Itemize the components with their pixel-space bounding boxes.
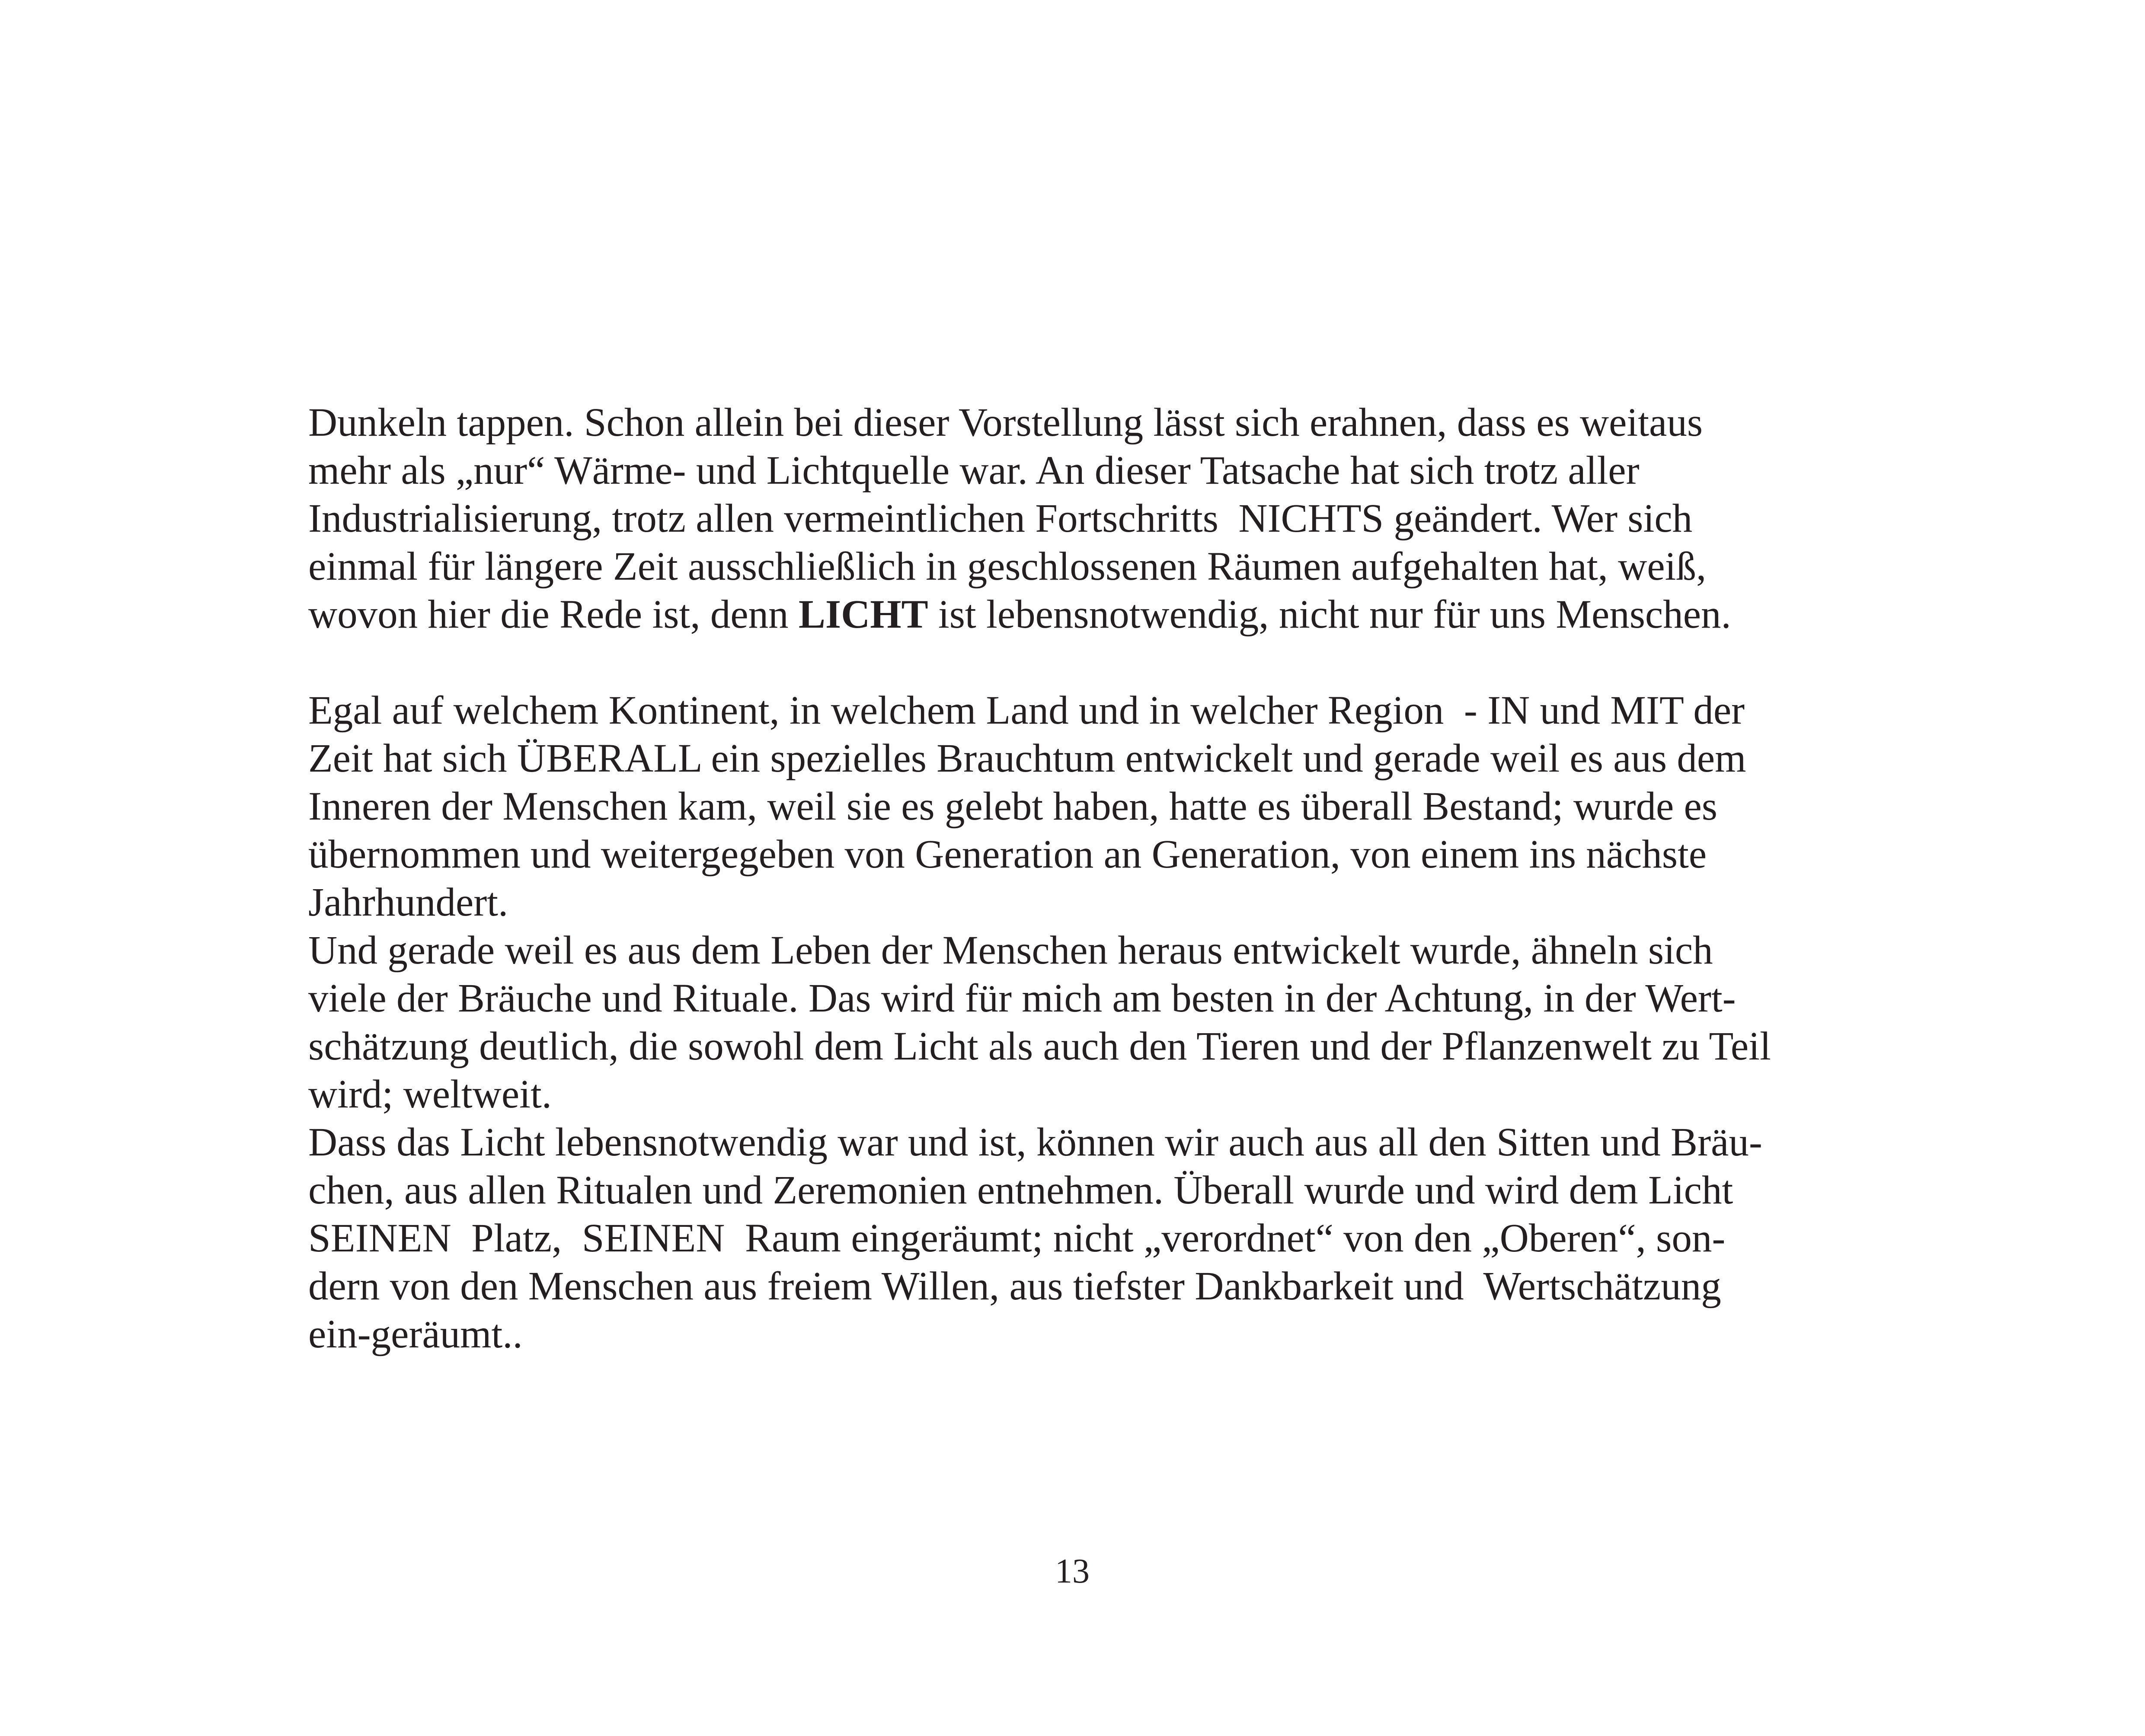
paragraph-2 xyxy=(308,686,1951,926)
text-line: Und gerade weil es aus dem Leben der Menschen heraus entwickelt wurde, ähneln sich xyxy=(308,928,1713,973)
text-line: dern von den Menschen aus freiem Willen, aus tiefster Dankbarkeit und Wertschätzung xyxy=(308,1264,1721,1308)
text-line: Dunkeln tappen. Schon allein bei dieser Vorstellung lässt sich erahnen, dass es weitaus xyxy=(308,400,1703,445)
text-line: Jahrhundert. xyxy=(308,880,508,925)
text-line: ein-geräumt.. xyxy=(308,1312,523,1356)
page-number: 13 xyxy=(1055,1552,1090,1590)
emphasized-word: LICHT xyxy=(798,592,928,637)
paragraph-spacer xyxy=(308,638,1951,686)
text-line: einmal für längere Zeit ausschließlich in geschlossenen Räumen aufgehalten hat, weiß, xyxy=(308,544,1707,589)
text-line: Dass das Licht lebensnotwendig war und ist, können wir auch aus all den Sitten und Bräu- xyxy=(308,1120,1762,1165)
text-run: ist lebensnotwendig, nicht nur für uns Menschen. xyxy=(928,592,1731,637)
body-text xyxy=(308,399,1951,1358)
text-line: viele der Bräuche und Rituale. Das wird für mich am besten in der Achtung, in der Wert- xyxy=(308,976,1736,1021)
text-run: wovon hier die Rede ist, denn xyxy=(308,592,799,637)
text-line xyxy=(308,590,1951,638)
paragraph-1 xyxy=(308,399,1951,638)
text-line: Zeit hat sich ÜBERALL ein spezielles Brauchtum entwickelt und gerade weil es aus dem xyxy=(308,736,1746,781)
text-line: übernommen und weitergegeben von Generation an Generation, von einem ins nächste xyxy=(308,832,1707,877)
text-line: chen, aus allen Ritualen und Zeremonien entnehmen. Überall wurde und wird dem Licht xyxy=(308,1168,1733,1213)
text-line: wird; weltweit. xyxy=(308,1072,552,1117)
text-line: schätzung deutlich, die sowohl dem Licht als auch den Tieren und der Pflanzenwelt zu Teil xyxy=(308,1024,1771,1069)
text-line: Egal auf welchem Kontinent, in welchem Land und in welcher Region - IN und MIT der xyxy=(308,688,1745,733)
text-line: SEINEN Platz, SEINEN Raum eingeräumt; nicht „verordnet“ von den „Oberen“, son- xyxy=(308,1216,1726,1261)
text-line: mehr als „nur“ Wärme- und Lichtquelle war. An dieser Tatsache hat sich trotz aller xyxy=(308,448,1640,493)
paragraph-3 xyxy=(308,926,1951,1118)
paragraph-4 xyxy=(308,1118,1951,1358)
text-line: Inneren der Menschen kam, weil sie es gelebt haben, hatte es überall Bestand; wurde es xyxy=(308,784,1717,829)
text-line: Industrialisierung, trotz allen vermeintlichen Fortschritts NICHTS geändert. Wer sich xyxy=(308,496,1693,541)
